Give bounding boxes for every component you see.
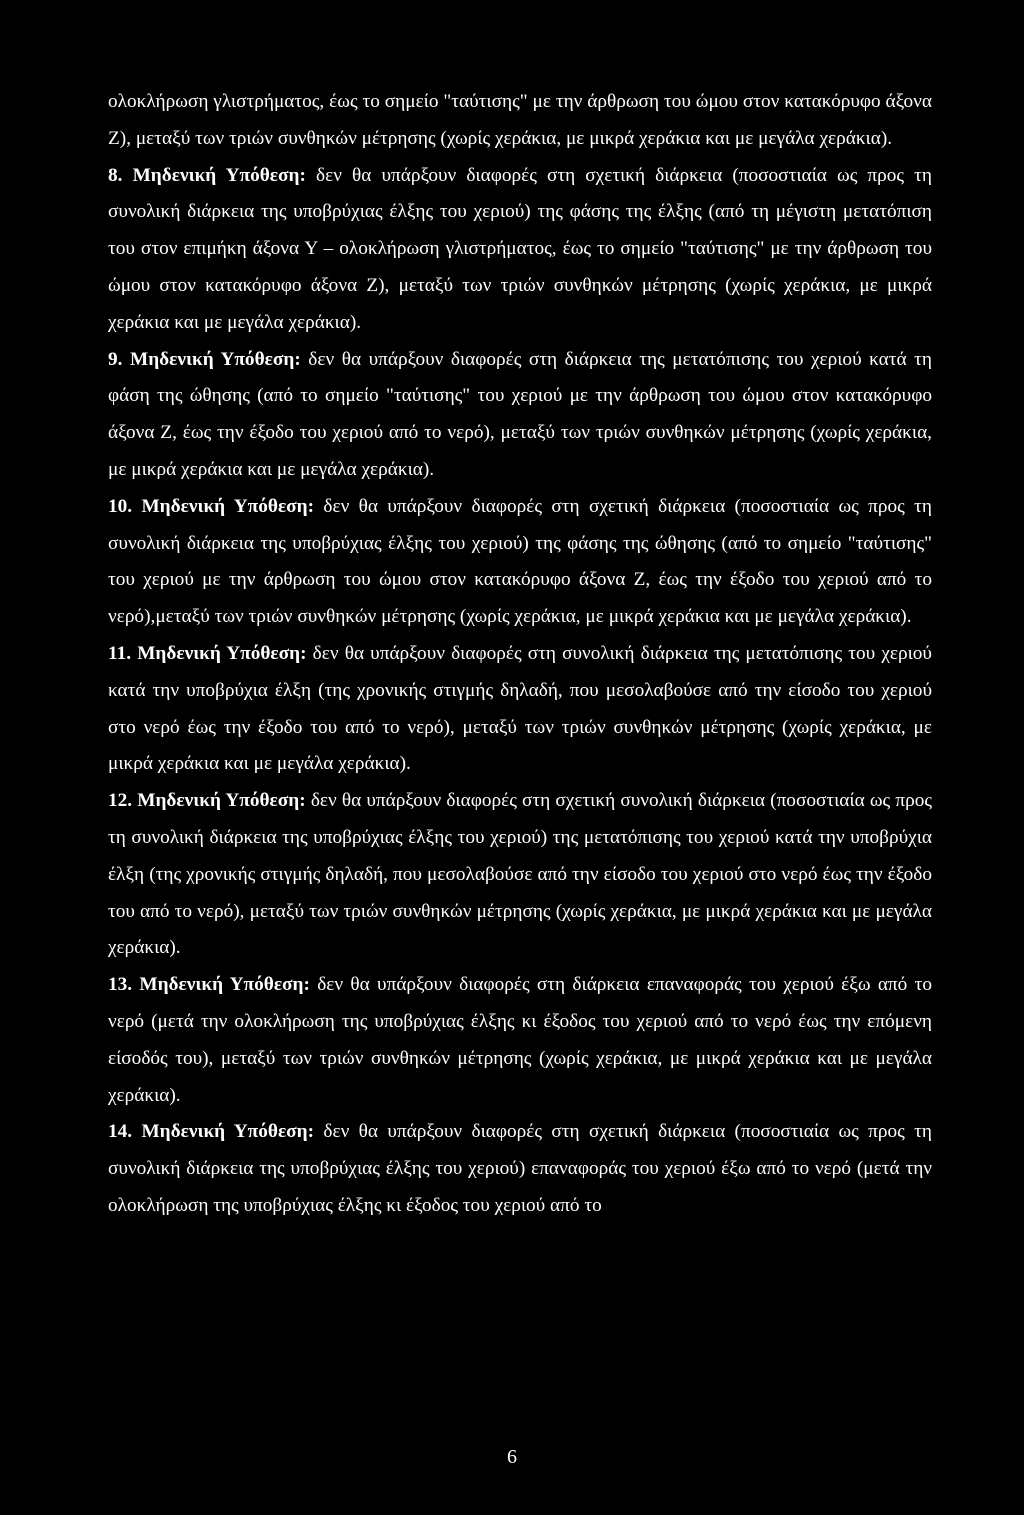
hypothesis-10 bbox=[108, 489, 932, 636]
hypothesis-12 bbox=[108, 783, 932, 967]
hypothesis-9 bbox=[108, 342, 932, 489]
body-text bbox=[108, 84, 932, 1225]
continuation-text: ολοκλήρωση γλιστρήματος, έως το σημείο "ταύτισης" με την άρθρωση του ώμου στον κατακόρυφο άξονα Ζ), μεταξύ των τριών συνθηκών μέτρησης (χωρίς χεράκια, με μικρά χεράκια και με μεγάλα χεράκια). bbox=[108, 91, 932, 149]
hypothesis-number: 8. bbox=[108, 164, 123, 186]
hypothesis-number: 13. bbox=[108, 974, 133, 996]
hypothesis-text: δεν θα υπάρξουν διαφορές στη σχετική διάρκεια (ποσοστιαία ως προς τη συνολική διάρκεια της υποβρύχιας έλξης του χεριού) της φάσης της ώθησης (από το σημείο "ταύτισης" του χεριού με την άρθρωση του ώμου στον κατακόρυφο άξονα Ζ, έως την έξοδο του χεριού από το νερό),μεταξύ των τριών συνθηκών μέτρησης (χωρίς χεράκια, με μικρά χεράκια και με μεγάλα χεράκια). bbox=[108, 495, 932, 628]
continuation-paragraph bbox=[108, 84, 932, 158]
hypothesis-label: Μηδενική Υπόθεση: bbox=[137, 642, 307, 664]
hypothesis-label: Μηδενική Υπόθεση: bbox=[130, 348, 301, 370]
hypothesis-number: 12. bbox=[108, 790, 133, 812]
hypothesis-13 bbox=[108, 967, 932, 1114]
hypothesis-number: 11. bbox=[108, 642, 132, 664]
hypothesis-text: δεν θα υπάρξουν διαφορές στη σχετική διάρκεια (ποσοστιαία ως προς τη συνολική διάρκεια της υποβρύχιας έλξης του χεριού) της φάσης της έλξης (από τη μέγιστη μετατόπιση του στον επιμήκη άξονα Υ – ολοκλήρωση γλιστρήματος, έως το σημείο "ταύτισης" με την άρθρωση του ώμου στον κατακόρυφο άξονα Ζ), μεταξύ των τριών συνθηκών μέτρησης (χωρίς χεράκια, με μικρά χεράκια και με μεγάλα χεράκια). bbox=[108, 164, 932, 333]
hypothesis-text: δεν θα υπάρξουν διαφορές στη σχετική συνολική διάρκεια (ποσοστιαία ως προς τη συνολική διάρκεια της υποβρύχιας έλξης του χεριού) της μετατόπισης του χεριού κατά την υποβρύχια έλξη (της χρονικής στιγμής δηλαδή, που μεσολαβούσε από την είσοδο του χεριού στο νερό έως την έξοδο του από το νερό), μεταξύ των τριών συνθηκών μέτρησης (χωρίς χεράκια, με μικρά χεράκια και με μεγάλα χεράκια). bbox=[108, 790, 932, 959]
hypothesis-number: 9. bbox=[108, 348, 123, 370]
hypothesis-14 bbox=[108, 1114, 932, 1224]
hypothesis-number: 14. bbox=[108, 1121, 133, 1143]
page-number: 6 bbox=[507, 1446, 517, 1468]
hypothesis-label: Μηδενική Υπόθεση: bbox=[141, 1121, 315, 1143]
hypothesis-text: δεν θα υπάρξουν διαφορές στη διάρκεια επαναφοράς του χεριού έξω από το νερό (μετά την ολοκλήρωση της υποβρύχιας έλξης κι έξοδος του χεριού από το νερό έως την επόμενη είσοδός του), μεταξύ των τριών συνθηκών μέτρησης (χωρίς χεράκια, με μικρά χεράκια και με μεγάλα χεράκια). bbox=[108, 974, 932, 1106]
hypothesis-text: δεν θα υπάρξουν διαφορές στη σχετική διάρκεια (ποσοστιαία ως προς τη συνολική διάρκεια της υποβρύχιας έλξης του χεριού) επαναφοράς του χεριού έξω από το νερό (μετά την ολοκλήρωση της υποβρύχιας έλξης κι έξοδος του χεριού από το bbox=[108, 1121, 932, 1216]
hypothesis-11 bbox=[108, 636, 932, 783]
hypothesis-label: Μηδενική Υπόθεση: bbox=[132, 164, 306, 186]
hypothesis-text: δεν θα υπάρξουν διαφορές στη συνολική διάρκεια της μετατόπισης του χεριού κατά την υποβρύχια έλξη (της χρονικής στιγμής δηλαδή, που μεσολαβούσε από την είσοδο του χεριού στο νερό έως την έξοδο του από το νερό), μεταξύ των τριών συνθηκών μέτρησης (χωρίς χεράκια, με μικρά χεράκια και με μεγάλα χεράκια). bbox=[108, 642, 932, 775]
hypothesis-8 bbox=[108, 158, 932, 342]
hypothesis-text: δεν θα υπάρξουν διαφορές στη διάρκεια της μετατόπισης του χεριού κατά τη φάση της ώθησης (από το σημείο "ταύτισης" του χεριού με την άρθρωση του ώμου στον κατακόρυφο άξονα Ζ, έως την έξοδο του χεριού από το νερό), μεταξύ των τριών συνθηκών μέτρησης (χωρίς χεράκια, με μικρά χεράκια και με μεγάλα χεράκια). bbox=[108, 348, 932, 480]
hypothesis-label: Μηδενική Υπόθεση: bbox=[137, 790, 306, 812]
hypothesis-number: 10. bbox=[108, 495, 133, 517]
hypothesis-label: Μηδενική Υπόθεση: bbox=[139, 974, 310, 996]
hypothesis-label: Μηδενική Υπόθεση: bbox=[141, 495, 315, 517]
